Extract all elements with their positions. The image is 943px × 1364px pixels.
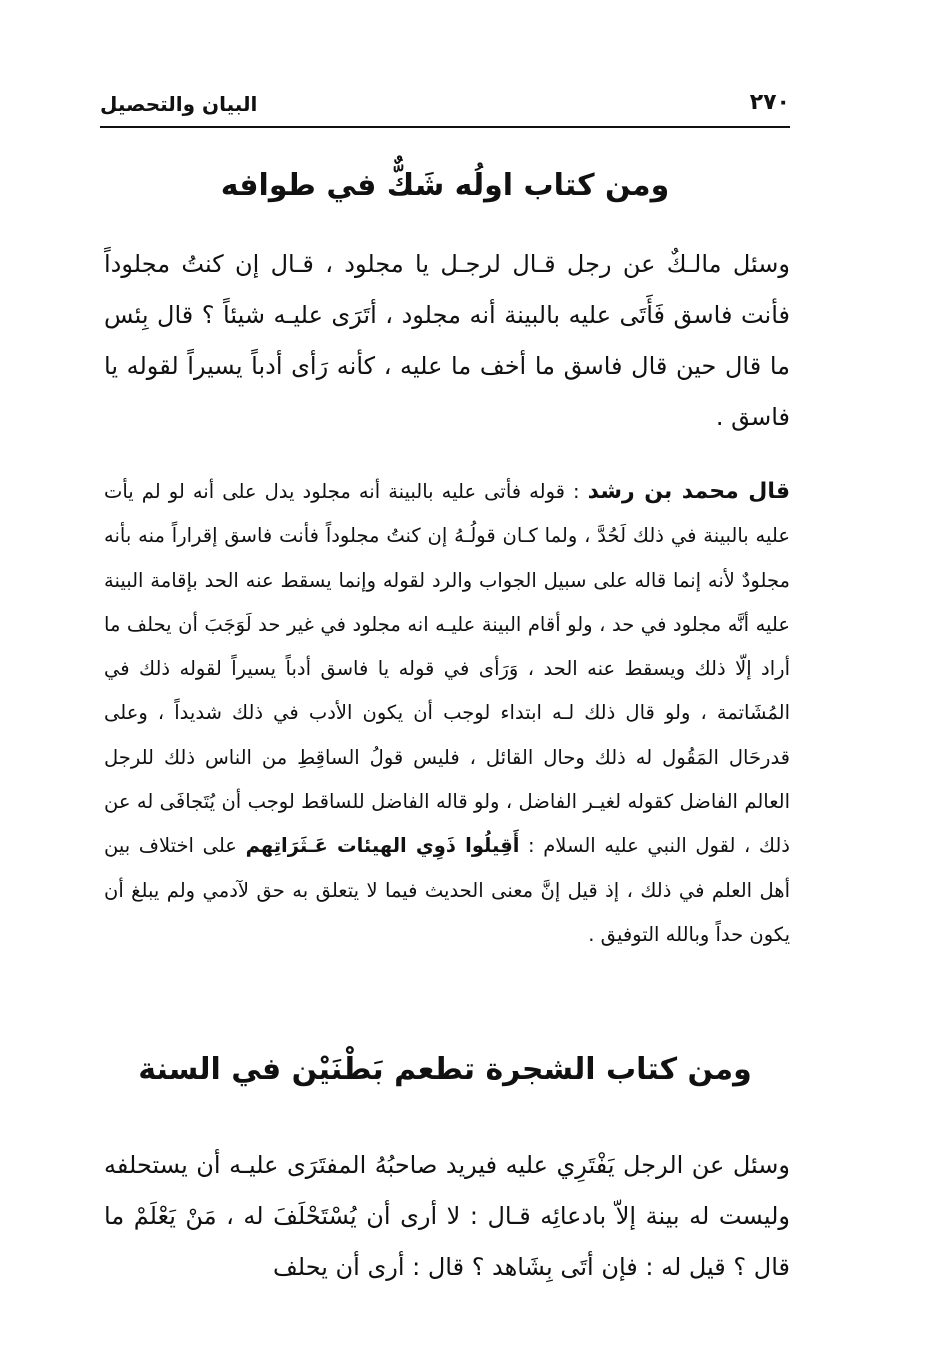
section-heading-1: ومن كتاب اولُه شَكٌّ في طوافه — [220, 168, 670, 203]
commentary-paragraph — [104, 470, 790, 957]
page-number: ٢٧٠ — [749, 90, 790, 115]
hadith-quote: أَقِيلُوا ذَوِي الهيئات عَـثَرَاتِهم — [245, 834, 520, 858]
question-paragraph-2: وسئل عن الرجل يَفْتَرِي عليه فيريد صاحبُهُ المفتَرَى عليـه أن يستحلفه وليست له بينة إلاّ بادعائِه قـال : لا أرى أن يُسْتَحْلَفَ له ، مَنْ يَعْلَمْ ما قال ؟ قيل له : فإن أتَى بِشَاهد ؟ قال : أرى أن يحلف — [104, 1151, 790, 1281]
commentary-text-part2: على اختلاف بين أهل العلم في ذلك ، إذ قيل إنَّ معنى الحديث فيما لا يتعلق به حق لآدمي ولم يبلغ أن يكون حداً وبالله التوفيق . — [104, 834, 790, 946]
running-title: البيان والتحصيل — [100, 92, 258, 116]
page-header — [100, 86, 790, 128]
question-paragraph-1: وسئل مالـكٌ عن رجل قـال لرجـل يا مجلود ، قـال إن كنتُ مجلوداً فأنت فاسق فَأَتَى عليه بالبينة أنه مجلود ، أتَرَى عليـه شيئاً ؟ قال بِئس ما قال حين قال فاسق ما أخف ما عليه ، كأنه رَأى أدباً يسيراً لقوله يا فاسق . — [104, 250, 790, 431]
commentary-text-part1: : قوله فأتى عليه بالبينة أنه مجلود يدل على أنه لو لم يأت عليه بالبينة في ذلك لَحُدَّ ، ولما كـان قولُـهُ إن كنتُ مجلوداً فأنت فاسق إقراراً منه بأنه مجلودٌ لأنه إنما قاله على سبيل الجواب والرد لقوله وإنما يسقط عنه الحد بإقامة البينة عليه أنَّه مجلود في حد ، ولو أقام البينة عليـه انه مجلود في غير حد لَوَجَبَ أن يحلف ما أراد إلّا ذلك ويسقط عنه الحد ، وَرَأى في قوله يا فاسق أدباً يسيراً لقوله ذلك في المُشَاتمة ، ولو قال ذلك لـه ابتداء لوجب أن يكون الأدب في ذلك شديداً ، وعلى قدرحَال المَقُول له ذلك وحال القائل ، فليس قولُ الساقِطِ من الناس ذلك للرجل العالم الفاضل كقوله لغيـر الفاضل ، ولو قاله الفاضل للساقط لوجب أن يُتَجافَى له عن ذلك ، لقول النبي عليه السلام : — [104, 480, 790, 858]
section-heading-2: ومن كتاب الشجرة تطعم بَطْنَيْن في السنة — [138, 1052, 752, 1087]
commentary-author: قال محمد بن رشد — [587, 479, 790, 504]
